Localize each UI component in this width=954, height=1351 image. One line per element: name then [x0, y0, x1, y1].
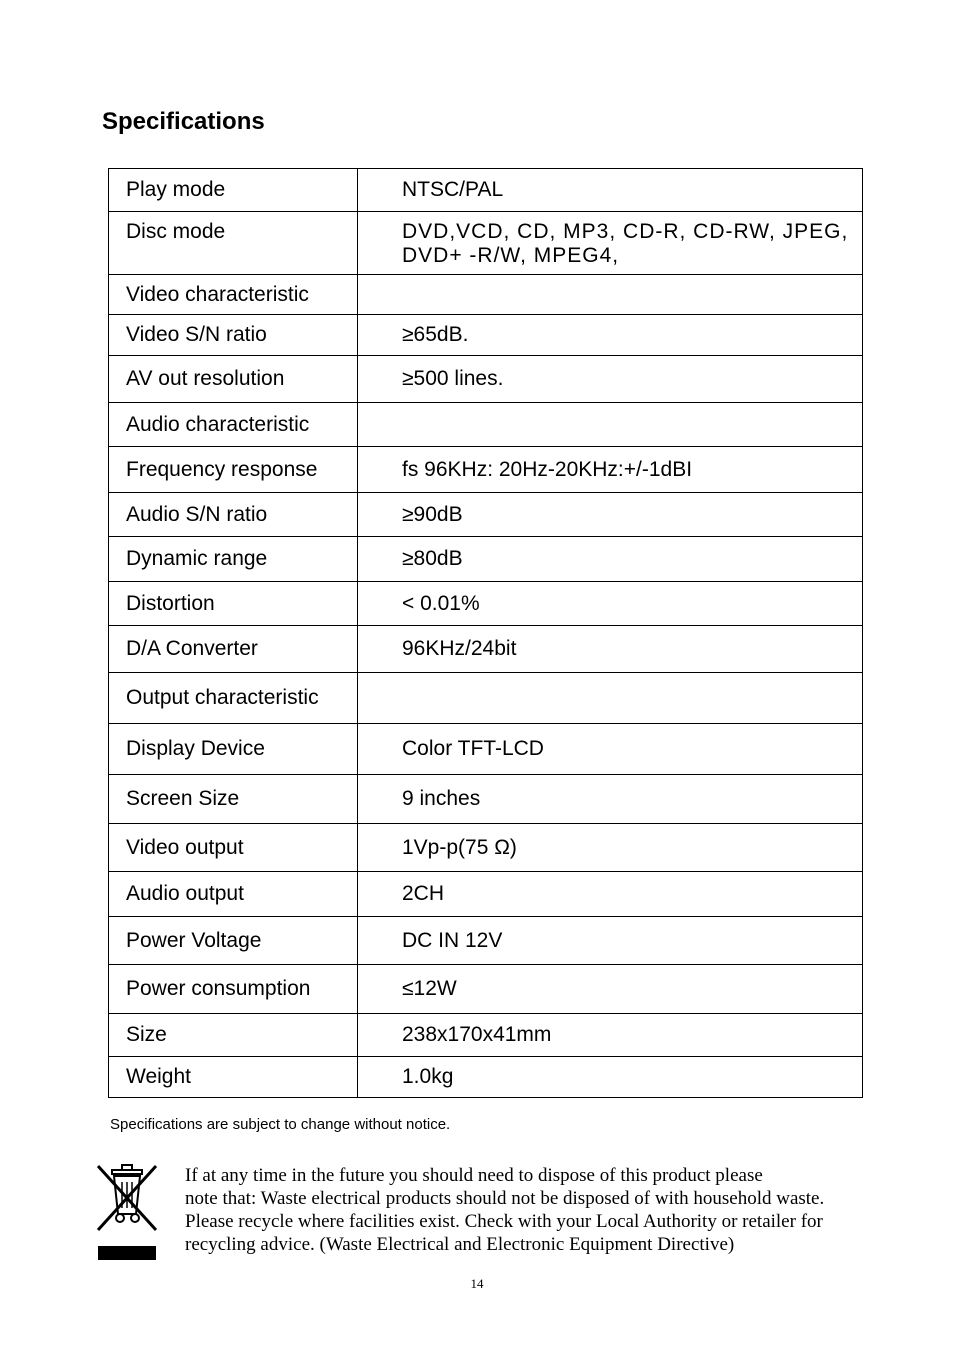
spec-label: Play mode	[109, 169, 358, 212]
spec-label: Disc mode	[109, 212, 358, 275]
spec-label: Display Device	[109, 724, 358, 775]
table-row	[109, 1014, 863, 1057]
table-row	[109, 447, 863, 493]
notice-line: note that: Waste electrical products should not be disposed of with household waste.	[185, 1188, 825, 1209]
table-row	[109, 275, 863, 315]
table-row	[109, 917, 863, 965]
spec-label: Audio characteristic	[109, 403, 358, 447]
page-number: 14	[470, 1276, 484, 1291]
spec-value: 9 inches	[358, 775, 863, 824]
spec-value: DC IN 12V	[358, 917, 863, 965]
spec-value: NTSC/PAL	[358, 169, 863, 212]
table-row	[109, 582, 863, 626]
spec-label: Video output	[109, 824, 358, 872]
spec-value	[358, 403, 863, 447]
notice-line: recycling advice. (Waste Electrical and Electronic Equipment Directive)	[185, 1234, 735, 1255]
spec-label: D/A Converter	[109, 626, 358, 673]
spec-value: ≥80dB	[358, 537, 863, 582]
spec-value: ≥500 lines.	[358, 356, 863, 403]
spec-label: Audio S/N ratio	[109, 493, 358, 537]
notice-line: Please recycle where facilities exist. Check with your Local Authority or retailer for	[185, 1211, 823, 1232]
spec-label: Distortion	[109, 582, 358, 626]
spec-value: DVD,VCD, CD, MP3, CD-R, CD-RW, JPEG, DVD+ -R/W, MPEG4,	[358, 212, 863, 275]
spec-label: Frequency response	[109, 447, 358, 493]
table-row	[109, 537, 863, 582]
spec-value	[358, 673, 863, 724]
spec-value: Color TFT-LCD	[358, 724, 863, 775]
table-row	[109, 775, 863, 824]
table-row	[109, 356, 863, 403]
spec-label: Video characteristic	[109, 275, 358, 315]
spec-value: fs 96KHz: 20Hz-20KHz:+/-1dBI	[358, 447, 863, 493]
table-row	[109, 626, 863, 673]
spec-value: 96KHz/24bit	[358, 626, 863, 673]
spec-value: ≤12W	[358, 965, 863, 1014]
table-row	[109, 824, 863, 872]
spec-label: Audio output	[109, 872, 358, 917]
spec-value: ≥90dB	[358, 493, 863, 537]
spec-value: 238x170x41mm	[358, 1014, 863, 1057]
table-row	[109, 212, 863, 275]
specifications-table	[108, 168, 863, 1098]
weee-disposal-notice	[185, 1164, 865, 1256]
spec-value: ≥65dB.	[358, 315, 863, 356]
spec-label: Power consumption	[109, 965, 358, 1014]
table-row	[109, 403, 863, 447]
spec-label: Output characteristic	[109, 673, 358, 724]
spec-label: Weight	[109, 1057, 358, 1098]
page-title: Specifications	[102, 108, 265, 135]
table-row	[109, 965, 863, 1014]
spec-label: AV out resolution	[109, 356, 358, 403]
spec-label: Power Voltage	[109, 917, 358, 965]
disclaimer-note: Specifications are subject to change without notice.	[110, 1116, 451, 1133]
table-row	[109, 315, 863, 356]
table-row	[109, 169, 863, 212]
table-row	[109, 493, 863, 537]
spec-label: Dynamic range	[109, 537, 358, 582]
spec-label: Video S/N ratio	[109, 315, 358, 356]
spec-value: 1.0kg	[358, 1057, 863, 1098]
spec-value: < 0.01%	[358, 582, 863, 626]
spec-value: 2CH	[358, 872, 863, 917]
table-row	[109, 872, 863, 917]
table-row	[109, 1057, 863, 1098]
spec-label: Screen Size	[109, 775, 358, 824]
crossed-out-wheelie-bin-icon	[94, 1162, 160, 1262]
spec-label: Size	[109, 1014, 358, 1057]
spec-value	[358, 275, 863, 315]
table-row	[109, 673, 863, 724]
spec-value: 1Vp-p(75 Ω)	[358, 824, 863, 872]
notice-line: If at any time in the future you should need to dispose of this product please	[185, 1165, 763, 1186]
table-row	[109, 724, 863, 775]
